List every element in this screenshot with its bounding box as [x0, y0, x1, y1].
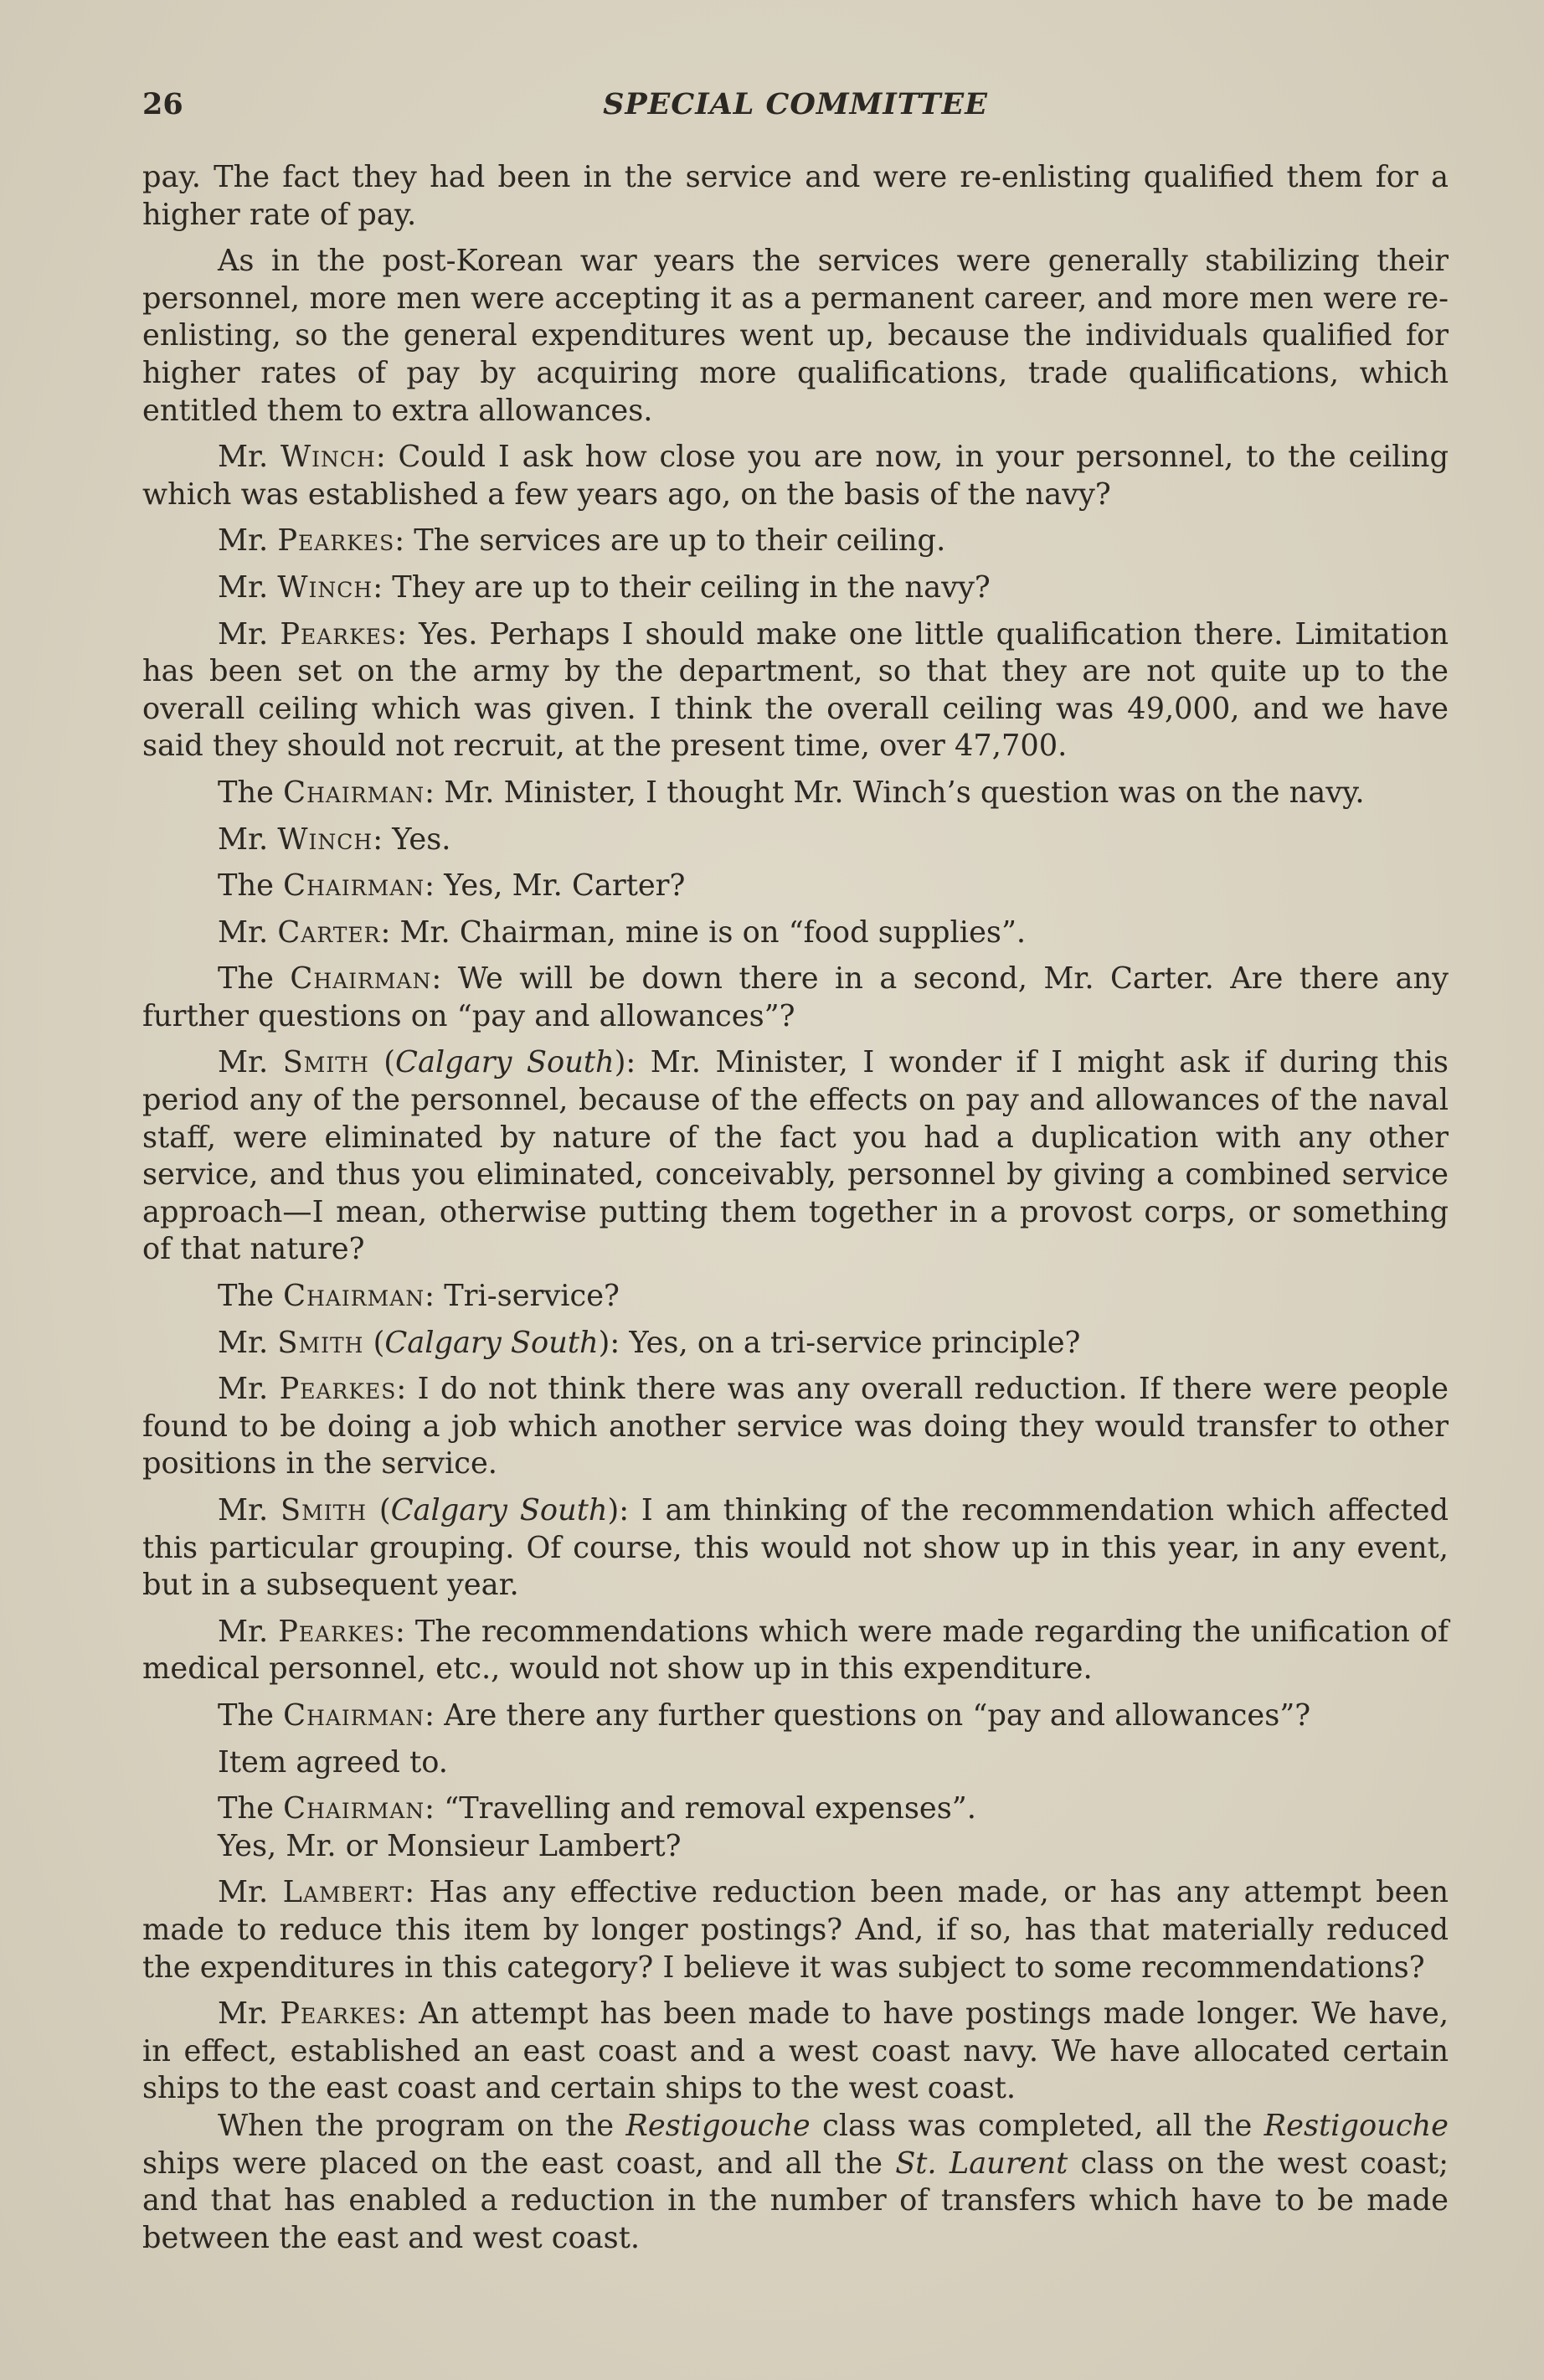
speaker-name: Pearkes	[278, 1614, 396, 1649]
page-number: 26	[142, 87, 183, 121]
paragraph	[142, 914, 1449, 952]
paragraph-text: : We will be down there in a second, Mr. Carter. Are there any further questions on “pay and allowances”?	[142, 961, 1449, 1033]
text-segment: When the program on the	[218, 2108, 626, 2143]
speaker-title: The	[218, 1279, 284, 1314]
paragraph-text: : Yes, on a tri-service principle?	[610, 1325, 1081, 1360]
speaker-title: Mr.	[218, 822, 278, 857]
text-segment: class was completed, all the	[810, 2108, 1264, 2143]
speaker-title: Mr.	[218, 914, 278, 950]
speaker-name: Winch	[280, 440, 376, 475]
paragraph	[142, 1697, 1449, 1735]
speaker-riding: Calgary South	[384, 1325, 599, 1360]
speaker-name: Pearkes	[280, 1996, 398, 2032]
speaker-title: Mr.	[218, 440, 280, 475]
body-text	[142, 159, 1449, 2266]
speaker-title: The	[218, 1697, 284, 1733]
speaker-title: Mr.	[218, 1614, 279, 1649]
text-segment: ships were placed on the east coast, and all the	[142, 2146, 896, 2181]
page-header	[142, 87, 1449, 124]
paragraph	[142, 961, 1449, 1035]
speaker-title: The	[218, 1791, 284, 1826]
speaker-name: Winch	[277, 822, 373, 857]
paragraph: Mr. Smith (Calgary South): I am thinking of the recommendation which affected this particular grouping. Of course, this would not show up in this year, in any event, but in a subsequent year.	[142, 1493, 1449, 1603]
speaker-title: Mr.	[218, 616, 280, 652]
paragraph-text: : Mr. Chairman, mine is on “food supplies”.	[380, 914, 1027, 950]
paragraph-text: Item agreed to.	[218, 1744, 448, 1780]
ship-class-name: Restigouche	[625, 2108, 811, 2143]
speaker-title: Mr.	[218, 523, 278, 559]
paragraph	[142, 616, 1449, 765]
speaker-name: Winch	[277, 569, 373, 605]
speaker-name: Smith	[280, 1493, 368, 1527]
paragraph-text: : Has any effective reduction been made, or has any attempt been made to reduce this item by longer postings? And, if so, has that materially reduced the expenditures in this category? I believe it was subject to some recommendations?	[142, 1875, 1449, 1985]
speaker-riding: Calgary South	[395, 1045, 615, 1080]
paragraph	[142, 1278, 1449, 1316]
paragraph	[142, 1828, 1449, 1866]
speaker-name: Chairman	[283, 1791, 425, 1826]
paragraph-text: : Mr. Minister, I thought Mr. Winch’s question was on the navy.	[425, 775, 1365, 810]
speaker-name: Carter	[277, 914, 381, 950]
speaker-title: Mr.	[218, 1325, 278, 1360]
paragraph	[142, 1996, 1449, 2108]
text-segment: class on the west coast; and that has enabled a reduction in the number of transfers which have to be made between the east and west coast.	[142, 2146, 1449, 2255]
speaker-title: Mr.	[218, 1996, 280, 2032]
speaker-title: Mr.	[218, 1045, 283, 1080]
paragraph	[142, 1790, 1449, 1828]
speaker-name: Pearkes	[277, 523, 395, 559]
paragraph	[142, 1874, 1449, 1986]
speaker-title: Mr.	[218, 1875, 283, 1910]
paragraph	[142, 1744, 1449, 1782]
paragraph-text: : Yes. Perhaps I should make one little qualification there. Limitation has been set on the army by the department, so that they are not quite up to the overall ceiling which was given. I think the overall ceiling was 49,000, and we have said they should not recruit, at the present time, over 47,700.	[142, 616, 1449, 764]
paragraph	[142, 159, 1449, 234]
speaker-name: Chairman	[283, 1279, 425, 1314]
paragraph	[142, 822, 1449, 859]
paragraph-text: : The services are up to their ceiling.	[394, 523, 946, 559]
paragraph-text: : Mr. Minister, I wonder if I might ask if during this period any of the personnel, because of the effects on pay and allowances of the naval staff, were eliminated by nature of the fact you had a duplication with any other service, and thus you eliminated, conceivably, personnel by giving a combined service approach—I mean, otherwise putting them together in a provost corps, or something of that nature?	[142, 1045, 1449, 1267]
paragraph-text: : The recommendations which were made regarding the unification of medical personnel, etc., would not show up in this expenditure.	[142, 1614, 1449, 1687]
speaker-name: Chairman	[283, 868, 425, 904]
paragraph-text: : “Travelling and removal expenses”.	[425, 1791, 976, 1826]
paragraph-text: : Tri-service?	[425, 1279, 620, 1314]
paragraph	[142, 523, 1449, 560]
paragraph	[142, 1371, 1449, 1483]
speaker-name: Pearkes	[280, 616, 398, 652]
paragraph	[142, 2108, 1449, 2257]
speaker-title: Mr.	[218, 1372, 280, 1407]
paragraph	[142, 243, 1449, 430]
speaker-title: The	[218, 961, 291, 997]
speaker-title: The	[218, 868, 284, 904]
running-head: SPECIAL COMMITTEE	[603, 87, 988, 121]
speaker-name: Lambert	[282, 1875, 405, 1910]
ship-class-name: St. Laurent	[895, 2146, 1068, 2181]
ship-class-name: Restigouche	[1264, 2108, 1449, 2143]
speaker-riding: Calgary South	[390, 1493, 608, 1527]
paragraph	[142, 868, 1449, 905]
speaker-title: The	[218, 775, 284, 810]
speaker-title: Mr.	[218, 569, 278, 605]
paragraph	[142, 1614, 1449, 1688]
paragraph-text: : Are there any further questions on “pay and allowances”?	[425, 1697, 1311, 1733]
paragraph: Mr. Smith (Calgary South): Mr. Minister, I wonder if I might ask if during this period any of the personnel, because of the effects on pay and allowances of the naval staff, were eliminated by nature of the fact you had a duplication with any other service, and thus you eliminated, conceivably, personnel by giving a combined service approach—I mean, otherwise putting them together in a provost corps, or something of that nature?	[142, 1045, 1449, 1267]
paragraph-text: Yes, Mr. or Monsieur Lambert?	[218, 1828, 682, 1863]
speaker-title: Mr.	[218, 1493, 280, 1527]
paragraph	[142, 775, 1449, 812]
paragraph-text: pay. The fact they had been in the service and were re-enlisting qualified them for a higher rate of pay.	[142, 160, 1449, 232]
paragraph-text: : An attempt has been made to have postings made longer. We have, in effect, established an east coast and a west coast navy. We have allocated certain ships to the east coast and certain ships to the west coast.	[142, 1996, 1449, 2106]
paragraph-text: As in the post-Korean war years the services were generally stabilizing their personnel, more men were accepting it as a permanent career, and more men were re-enlisting, so the general expenditures went up, because the individuals qualified for higher rates of pay by acquiring more qualifications, trade qualifications, which entitled them to extra allowances.	[142, 244, 1449, 428]
speaker-name: Chairman	[283, 775, 425, 810]
paragraph	[142, 439, 1449, 513]
paragraph-text: : I do not think there was any overall reduction. If there were people found to be doing a job which another service was doing they would transfer to other positions in the service.	[142, 1372, 1449, 1481]
paragraph-text: : Yes.	[373, 822, 451, 857]
speaker-name: Chairman	[283, 1697, 425, 1733]
speaker-name: Smith	[277, 1325, 364, 1360]
paragraph-text: : I am thinking of the recommendation which affected this particular grouping. Of course, this would not show up in this year, in any event, but in a subsequent year.	[142, 1493, 1449, 1603]
speaker-name: Smith	[282, 1045, 369, 1080]
paragraph-text: : They are up to their ceiling in the navy?	[373, 569, 991, 605]
paragraph: Mr. Smith (Calgary South): Yes, on a tri-service principle?	[218, 1325, 1081, 1360]
speaker-name: Pearkes	[279, 1372, 397, 1407]
paragraph-text: : Yes, Mr. Carter?	[425, 868, 686, 904]
speaker-name: Chairman	[290, 961, 432, 997]
paragraph	[142, 569, 1449, 607]
paragraph-text: : Could I ask how close you are now, in your personnel, to the ceiling which was established a few years ago, on the basis of the navy?	[142, 440, 1449, 512]
